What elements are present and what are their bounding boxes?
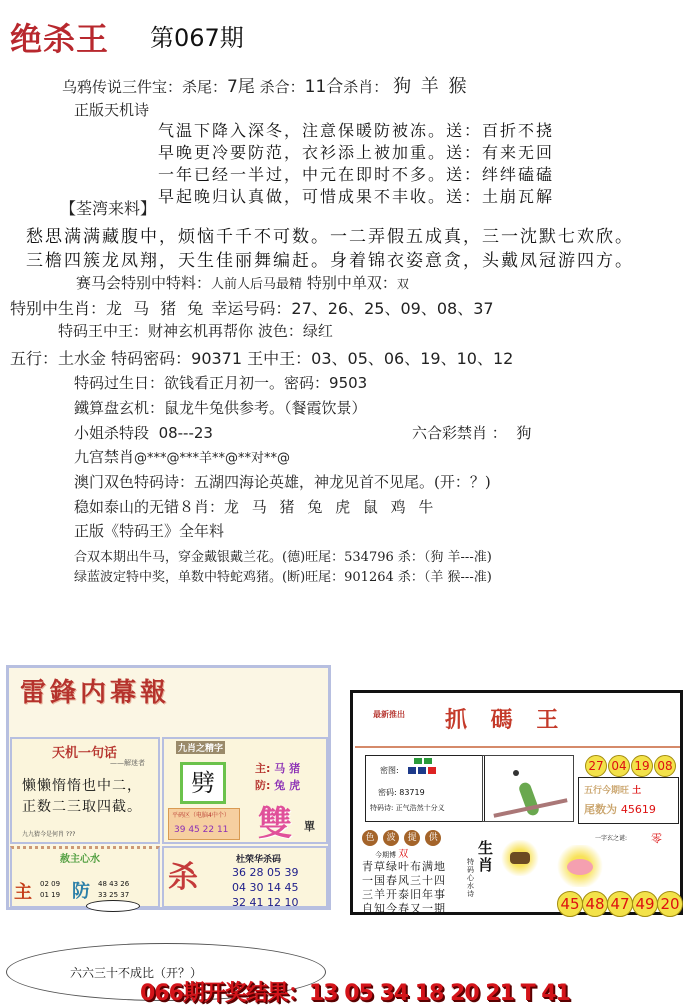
- zmw-wuxing-value: 土: [632, 786, 642, 796]
- result-banner: 066期开奖结果：13 05 34 18 20 21 T 41: [140, 981, 570, 1006]
- bottom-ball: 49: [632, 891, 658, 917]
- saima-dan: 双: [396, 277, 409, 291]
- birthday-label: 特码过生日：: [74, 374, 165, 392]
- macau-value: 五湖四海论英雄，神龙见首不见尾。(开：？): [194, 473, 491, 491]
- crow-xiao-label: 杀肖：: [343, 78, 389, 96]
- tianji-label: 天机一句话: [52, 746, 118, 761]
- bottom-ball: 20: [657, 891, 683, 917]
- jinqi-label: 今期博: [375, 851, 396, 859]
- fang2-label: 防: [72, 881, 90, 902]
- quannian-line: 合双本期出牛马，穿金戴银戴兰花。(德)旺尾：534796 杀：（狗 羊---准): [74, 550, 492, 565]
- poem-line: 早起晚归认真做，可惜成果不丰收。送：土崩瓦解: [158, 187, 555, 206]
- tmwang-label: 特码王中王：: [58, 322, 149, 340]
- zmw-weishu: [584, 801, 656, 817]
- btn-ti: 提: [404, 830, 420, 846]
- zmw-mima-label: 密码:: [378, 788, 397, 797]
- tiesuan-line: [74, 397, 367, 418]
- fang2-row: 33 25 37: [98, 891, 130, 899]
- wuxing-line: [10, 346, 513, 369]
- xiaojie-value: 08---23: [158, 424, 213, 442]
- fang-line: [255, 777, 300, 793]
- zmw-tmshi: [370, 803, 445, 813]
- quannian-line: 绿蓝波定特中奖，单数中特蛇鸡猪。(断)旺尾：901264 杀：（羊 猴---准): [74, 570, 492, 585]
- mitu-icon: [408, 758, 436, 782]
- crow-tail: 7尾: [227, 77, 255, 97]
- du-row: 04 30 14 45: [232, 881, 299, 894]
- jiuxiao-char: 劈: [180, 762, 226, 804]
- shengxiao-value: 龙 马 猪 兔: [106, 299, 207, 318]
- lucky-value: 27、26、25、09、08、37: [291, 299, 494, 318]
- xin-label: 赦主心水: [60, 854, 100, 865]
- zmw-tmshi-label: 特码诗:: [370, 804, 394, 812]
- cloud-text: 六六三十不成比（开？）: [70, 966, 203, 980]
- top-ball: 04: [608, 755, 630, 777]
- poem-line: 早晚更冷要防范，衣衫添上被加重。送：有来无回: [158, 143, 555, 162]
- vert-label: 特码心水诗: [467, 858, 474, 898]
- shengxiao-label: 特别中生肖：: [10, 299, 107, 318]
- quanwan-line: 三檐四簇龙凤翔，天生佳丽舞编赶。身着锦衣姿意贪，头戴凤冠游四方。: [26, 251, 634, 271]
- dan-char: 單: [304, 820, 315, 833]
- macau-label: 澳门双色特码诗：: [74, 473, 195, 491]
- bottom-ball: 45: [557, 891, 583, 917]
- wzw-label: 王中王：: [247, 349, 312, 368]
- fang-label: 防:: [255, 779, 271, 792]
- tmwang-value: 财神玄机再帮你: [148, 322, 254, 340]
- du-row: 36 28 05 39: [232, 866, 299, 879]
- xiaojie-line: [74, 422, 213, 443]
- fang2-row: 48 43 26: [98, 880, 130, 888]
- mima-label: 特码密码：: [111, 349, 192, 368]
- mitu-label: 密图:: [380, 766, 399, 775]
- birthday-value: 欲钱看正月初一。: [164, 374, 285, 392]
- saima-line: [76, 272, 409, 293]
- shengxiao-line: [10, 296, 494, 319]
- wencuo-label: 稳如泰山的无错８肖：: [74, 498, 225, 516]
- pw-label: 密码：: [284, 374, 330, 392]
- tianji-footer: 九九猜今是何肖 ???: [22, 831, 76, 838]
- jinqi-value: 双: [398, 849, 409, 860]
- top-ball: 08: [654, 755, 676, 777]
- bose-value: 绿红: [302, 322, 333, 340]
- crow-label: 乌鸦传说三件宝：杀尾：: [62, 78, 228, 96]
- pig-icon: [555, 845, 605, 887]
- btn-bo: 波: [383, 830, 399, 846]
- wencuo-value: 龙 马 猪 兔 虎 鼠 鸡 牛: [224, 498, 438, 516]
- crow-line: [62, 72, 469, 98]
- zmw-mima: [378, 787, 425, 798]
- crow-xiao: 狗 羊 猴: [393, 76, 469, 97]
- bottom-ball: 47: [607, 891, 633, 917]
- poem-line: 一年已经一半过，中元在即时不多。送：绊绊磕磕: [158, 165, 555, 184]
- wzw-value: 03、05、06、19、10、12: [311, 349, 514, 368]
- saima-label: 赛马会特别中特料：: [76, 274, 212, 292]
- quanwan-title: 【荃湾来料】: [60, 199, 157, 218]
- wuxing-label: 五行：: [10, 349, 59, 368]
- saima-dan-label: 特别中单双：: [306, 274, 397, 292]
- zhu-label: 主:: [255, 762, 271, 775]
- quannian-title: 正版《特码王》全年料: [74, 522, 225, 540]
- pw-value: 9503: [329, 374, 368, 392]
- tianji-line: 懒懒惰惰也中二，: [22, 778, 142, 794]
- du-label: 杜荣华杀码: [236, 855, 282, 865]
- zhu2-row: 01 19: [40, 891, 61, 899]
- tiesuan-label: 鐵算盘玄机：: [74, 399, 165, 417]
- shengxiao-label: 生肖: [478, 839, 494, 874]
- shuang-char: 雙: [258, 804, 292, 844]
- lizard-image: [482, 755, 574, 822]
- btn-gong: 供: [425, 830, 441, 846]
- crow-he: 11合: [304, 77, 344, 97]
- divider: [355, 746, 680, 748]
- pingma-numbers: 39 45 22 11: [174, 825, 229, 835]
- zmw-poem: 一国春风三十四: [362, 874, 446, 887]
- tmwang-line: [58, 320, 333, 341]
- jinxiao-line: [412, 422, 531, 443]
- page-title: 绝杀王: [10, 20, 110, 58]
- oval-decoration: [86, 900, 140, 912]
- top-ball: 27: [585, 755, 607, 777]
- zmw-title: 抓 碼 王: [445, 707, 567, 733]
- bose-label: 波色：: [257, 322, 303, 340]
- zmw-tmshi-value: 正气浩然十分义: [395, 804, 445, 812]
- fang-value: 兔 虎: [274, 779, 301, 792]
- jiugong-value: @***@***羊**@**对**@: [134, 451, 291, 466]
- jiuxiao-label: 九肖之精字: [176, 741, 225, 754]
- mima-value: 90371: [191, 349, 243, 368]
- ox-icon: [500, 840, 540, 876]
- quanwan-line: 愁思满满藏腹中，烦恼千千不可数。一二弄假五成真，三一沈默七欢欣。: [26, 227, 634, 247]
- zmw-poem: 自知今春又一期: [362, 902, 446, 915]
- issue-number: 第067期: [150, 24, 244, 52]
- zmw-wuxing: [584, 783, 641, 796]
- zmw-poem: 青草绿叶布满地: [362, 860, 446, 873]
- zhu-line: [255, 760, 300, 776]
- jiugong-label: 九宫禁肖: [74, 448, 135, 466]
- du-row: 32 41 12 10: [232, 896, 299, 909]
- jinxiao-label: 六合彩禁肖 ：: [412, 424, 507, 442]
- jiugong-line: [74, 446, 290, 467]
- top-ball: 19: [631, 755, 653, 777]
- poem-line: 气温下降入深冬，注意保暖防被冻。送：百折不挠: [158, 121, 555, 140]
- yizi-label: 一字玄之谜:: [595, 835, 628, 842]
- macau-line: [74, 471, 491, 492]
- sha-char: 杀: [168, 860, 198, 895]
- bottom-ball: 48: [582, 891, 608, 917]
- tiesuan-value: 鼠龙牛兔供参考。（餐霞饮景）: [164, 399, 367, 417]
- saima-value: 人前人后马最精: [211, 277, 303, 292]
- lucky-label: 幸运号码：: [211, 299, 292, 318]
- pingma-label: 平码区（电脑4中个）: [172, 812, 230, 819]
- zmw-weishu-label: 尾数为: [584, 803, 617, 816]
- crow-he-label: 杀合：: [254, 78, 305, 96]
- zmw-wuxing-label: 五行今期旺: [584, 786, 630, 796]
- zhu-value: 马 猪: [274, 762, 301, 775]
- wencuo-line: [74, 496, 437, 517]
- tianji-title: 正版天机诗: [74, 101, 150, 119]
- color-buttons: [362, 825, 441, 846]
- leifeng-title: 雷鋒内幕報: [20, 678, 171, 708]
- birthday-line: [74, 372, 367, 393]
- btn-se: 色: [362, 830, 378, 846]
- wuxing-value: 土水金: [58, 349, 107, 368]
- zmw-weishu-value: 45619: [620, 803, 656, 816]
- jinxiao-value: 狗: [516, 424, 532, 442]
- zmw-tag: 最新推出: [373, 710, 405, 719]
- yizi-value: 零: [651, 832, 662, 845]
- zmw-poem: 三羊开泰旧年事: [362, 888, 446, 901]
- tianji-sub: ——解迷者: [110, 759, 145, 767]
- xiaojie-label: 小姐杀特段: [74, 424, 150, 442]
- zhu2-row: 02 09: [40, 880, 61, 888]
- zhu2-label: 主: [14, 882, 32, 903]
- tianji-line: 正数二三取四截。: [22, 799, 142, 815]
- zmw-mima-value: 83719: [399, 788, 425, 797]
